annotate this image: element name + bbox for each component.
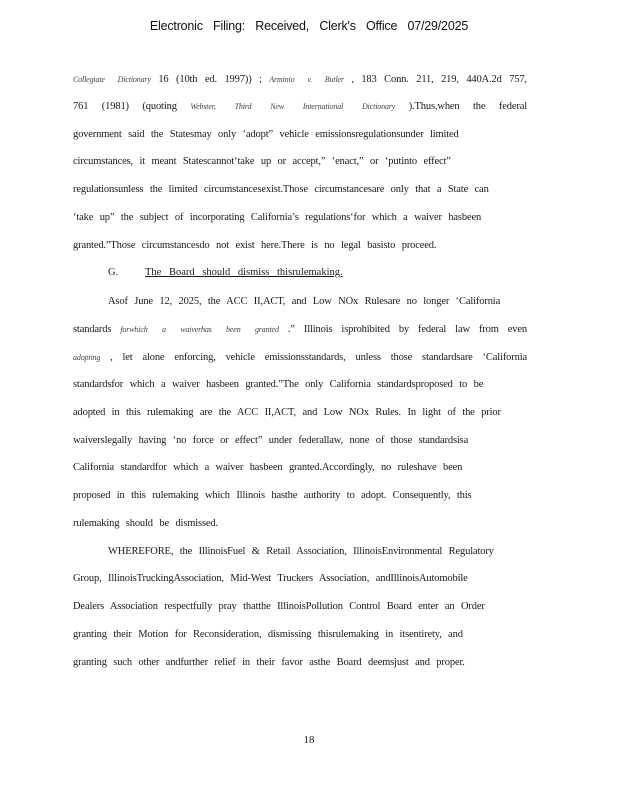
body-text: Group, IllinoisTruckingAssociation, Mid-West Truckers Association, andIllinoisAutomobile bbox=[73, 573, 468, 584]
body-text-line bbox=[73, 101, 527, 112]
body-text: WHEREFORE, the IllinoisFuel & Retail Association, IllinoisEnvironmental Regulatory bbox=[108, 546, 494, 557]
citation-text: forwhich a waiverhas been granted bbox=[120, 325, 279, 334]
section-letter: G. bbox=[108, 267, 119, 278]
body-text: circumstances, it meant Statescannot‘take up or accept,” ‘enact,” or ‘putinto effect” bbox=[73, 156, 451, 167]
body-text-line bbox=[73, 435, 468, 446]
body-text: granting their Motion for Reconsideration, dismissing thisrulemaking in itsentirety, and bbox=[73, 629, 463, 640]
body-text: , 183 Conn. 211, 219, 440A.2d 757, bbox=[343, 74, 527, 85]
body-text: standards bbox=[73, 324, 121, 335]
body-text-line bbox=[73, 462, 462, 473]
body-text: , let alone enforcing, vehicle emissionsstandards, unless those standardsare ‘California bbox=[100, 352, 527, 363]
body-text: granting such other andfurther relief in their favor asthe Board deemsjust and proper. bbox=[73, 657, 465, 668]
body-text-line bbox=[108, 546, 494, 557]
body-text: ).Thus,when the federal bbox=[395, 101, 528, 112]
body-text-line bbox=[73, 324, 527, 335]
body-text-line bbox=[73, 657, 465, 668]
body-text-line bbox=[73, 490, 471, 501]
body-text: 761 (1981) (quoting bbox=[73, 101, 191, 112]
body-text: ‘take up” the subject of incorporating California’s regulations‘for which a waiver hasbeen bbox=[73, 212, 482, 223]
body-text-line bbox=[73, 601, 485, 612]
body-text-line bbox=[73, 212, 481, 223]
body-text: .” Illinois isprohibited by federal law from even bbox=[278, 324, 527, 335]
body-text-line bbox=[73, 379, 483, 390]
body-text: 16 (10th ed. 1997)) ; bbox=[150, 74, 270, 85]
body-text: granted.”Those circumstancesdo not exist here.There is no legal basisto proceed. bbox=[73, 240, 437, 251]
citation-text: adopting bbox=[73, 353, 101, 362]
body-text: waiverslegally having ‘no force or effect” under federallaw, none of those standardsisa bbox=[73, 435, 469, 446]
body-text: rulemaking should be dismissed. bbox=[73, 518, 219, 529]
body-text-line bbox=[73, 156, 451, 167]
body-text: Dealers Association respectfully pray thatthe IllinoisPollution Control Board enter an Order bbox=[73, 601, 485, 612]
body-text: California standardfor which a waiver hasbeen granted.Accordingly, no ruleshave been bbox=[73, 462, 463, 473]
body-text-line bbox=[73, 407, 501, 418]
section-heading: The Board should dismiss thisrulemaking. bbox=[145, 267, 343, 278]
body-text-line bbox=[73, 240, 436, 251]
body-text-line bbox=[73, 129, 459, 140]
body-text-line bbox=[73, 352, 527, 363]
page-number: 18 bbox=[303, 734, 315, 746]
body-text: adopted in this rulemaking are the ACC II,ACT, and Low NOx Rules. In light of the prior bbox=[73, 407, 501, 418]
body-text-line bbox=[73, 573, 468, 584]
body-text: standardsfor which a waiver hasbeen granted.”The only California standardsproposed to be bbox=[73, 379, 484, 390]
body-text-line bbox=[108, 296, 500, 307]
citation-text: Arminio v. Butler bbox=[269, 75, 344, 84]
body-text-line bbox=[73, 74, 527, 85]
body-text: government said the Statesmay only ‘adopt” vehicle emissionsregulationsunder limited bbox=[73, 129, 459, 140]
body-text-line bbox=[73, 518, 218, 529]
body-text: proposed in this rulemaking which Illinois hasthe authority to adopt. Consequently, this bbox=[73, 490, 472, 501]
filing-header: Electronic Filing: Received, Clerk's Office 07/29/2025 bbox=[149, 19, 469, 33]
body-text-line bbox=[73, 184, 489, 195]
citation-text: Webster, Third New International Dictionary bbox=[190, 102, 396, 111]
citation-text: Collegiate Dictionary bbox=[73, 75, 151, 84]
body-text: regulationsunless the limited circumstancesexist.Those circumstancesare only that a State can bbox=[73, 184, 489, 195]
body-text-line bbox=[73, 629, 463, 640]
body-text: Asof June 12, 2025, the ACC II,ACT, and Low NOx Rulesare no longer ‘California bbox=[108, 296, 501, 307]
